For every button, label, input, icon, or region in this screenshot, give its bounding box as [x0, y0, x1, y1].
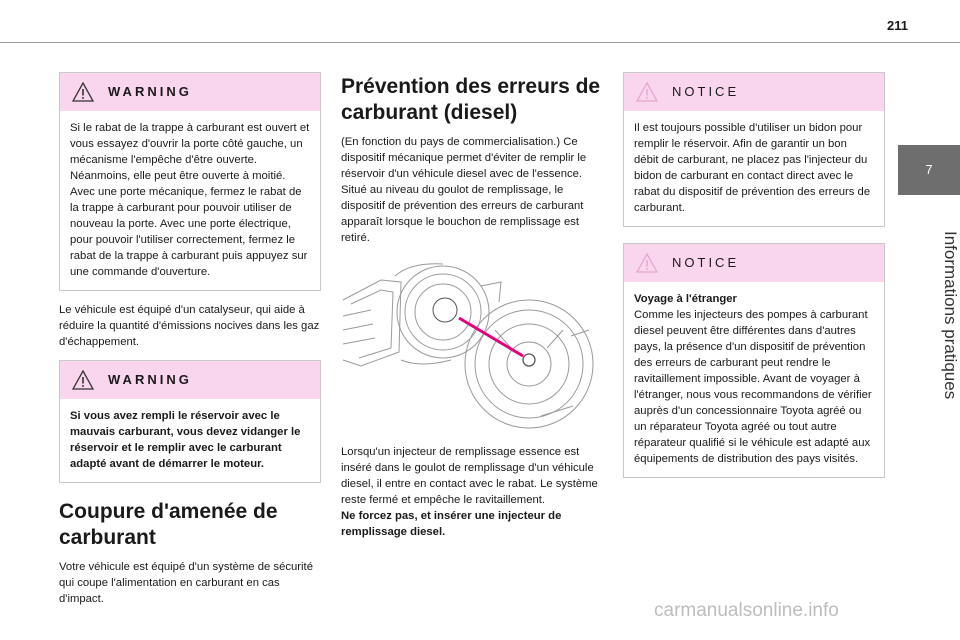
- bold-note: Ne forcez pas, et insérer une injecteur de remplissage diesel.: [341, 510, 562, 538]
- notice-box-canister: [623, 72, 885, 227]
- right-column: [623, 72, 885, 478]
- middle-column: [341, 74, 603, 540]
- notice-header: [624, 73, 884, 111]
- notice-box-travel: [623, 243, 885, 478]
- catalyst-paragraph: Le véhicule est équipé d'un catalyseur, qui aide à réduire la quantité d'émissions nocives dans les gaz d'échappement.: [59, 304, 320, 348]
- section-heading-fuel-cutoff: Coupure d'amenée de carburant: [59, 500, 278, 549]
- notice-text: Il est toujours possible d'utiliser un bidon pour remplir le réservoir. Afin de garantir un bon débit de carburant, ne placez pas l'injecteur du bidon de carburant en contact direct avec le rabat du dispositif de prévention des erreurs de carburant.: [634, 122, 871, 214]
- notice-text: Comme les injecteurs des pompes à carburant diesel peuvent être différentes dans d'autres pays, la présence d'un dispositif de prévention des erreurs de carburant peut rendre le ravitaillement impossible. Avant de voyager à l'étranger, nous vous recommandons de vérifier auprès d'un concessionnaire Toyota agréé ou un réparateur Toyota agréé ou tout autre réparateur qualifié si le véhicule est adapté aux équipements de distribution des pays visités.: [634, 309, 872, 465]
- warning-header: [60, 361, 320, 399]
- watermark: carmanualsonline.info: [654, 600, 839, 621]
- warning-box-door: [59, 72, 321, 291]
- warning-title: WARNING: [108, 84, 192, 99]
- notice-triangle-icon: [636, 82, 658, 102]
- warning-text: Si vous avez rempli le réservoir avec le mauvais carburant, vous devez vidanger le réservoir et le remplir avec le carburant adapté avant de démarrer le moteur.: [70, 410, 301, 470]
- notice-triangle-icon: [636, 253, 658, 273]
- chapter-label: Informations pratiques: [941, 230, 960, 400]
- notice-title: NOTICE: [672, 255, 740, 270]
- section-heading-misfuel-prevention: Prévention des erreurs de carburant (diesel): [341, 75, 601, 124]
- misfuel-intro-paragraph: (En fonction du pays de commercialisation.) Ce dispositif mécanique permet d'éviter de remplir le réservoir d'un véhicule diesel avec de l'essence. Situé au niveau du goulot de remplissage, le dispositif de prévention des erreurs de carburant apparaît lorsque le bouchon de remplissage est retiré.: [341, 136, 587, 244]
- chapter-tab[interactable]: [898, 145, 960, 195]
- chapter-number: 7: [925, 162, 933, 177]
- warning-header: [60, 73, 320, 111]
- warning-triangle-icon: [72, 370, 94, 390]
- warning-title: WARNING: [108, 372, 192, 387]
- fuel-cutoff-paragraph: Votre véhicule est équipé d'un système de sécurité qui coupe l'alimentation en carburant en cas d'impact.: [59, 561, 313, 605]
- left-column: [59, 72, 321, 607]
- warning-text: Si le rabat de la trappe à carburant est ouvert et vous essayez d'ouvrir la porte côté gauche, un mécanisme l'empêche d'être ouverte. Néanmoins, elle peut être ouverte à moitié. Avec une porte mécanique, fermez le rabat de la trappe à carburant pour pouvoir utiliser de nouveau la porte. Avec une porte électrique, pour pouvoir l'utiliser correctement, fermez le rabat de la trappe à carburant puis appuyez sur une commande d'ouverture.: [70, 122, 310, 278]
- header-divider: [0, 42, 960, 43]
- flap-callout-circle: [523, 354, 535, 366]
- page-number: 211: [887, 18, 908, 33]
- warning-box-fuel: [59, 360, 321, 483]
- after-figure-paragraph: Lorsqu'un injecteur de remplissage essence est inséré dans le goulot de remplissage d'un véhicule diesel, il entre en contact avec le rabat. Le système reste fermé et empêche le ravitaillement.: [341, 446, 598, 506]
- warning-triangle-icon: [72, 82, 94, 102]
- fuel-filler-figure: [341, 256, 603, 436]
- notice-header: [624, 244, 884, 282]
- notice-title: NOTICE: [672, 84, 740, 99]
- notice-subtitle: Voyage à l'étranger: [634, 293, 737, 305]
